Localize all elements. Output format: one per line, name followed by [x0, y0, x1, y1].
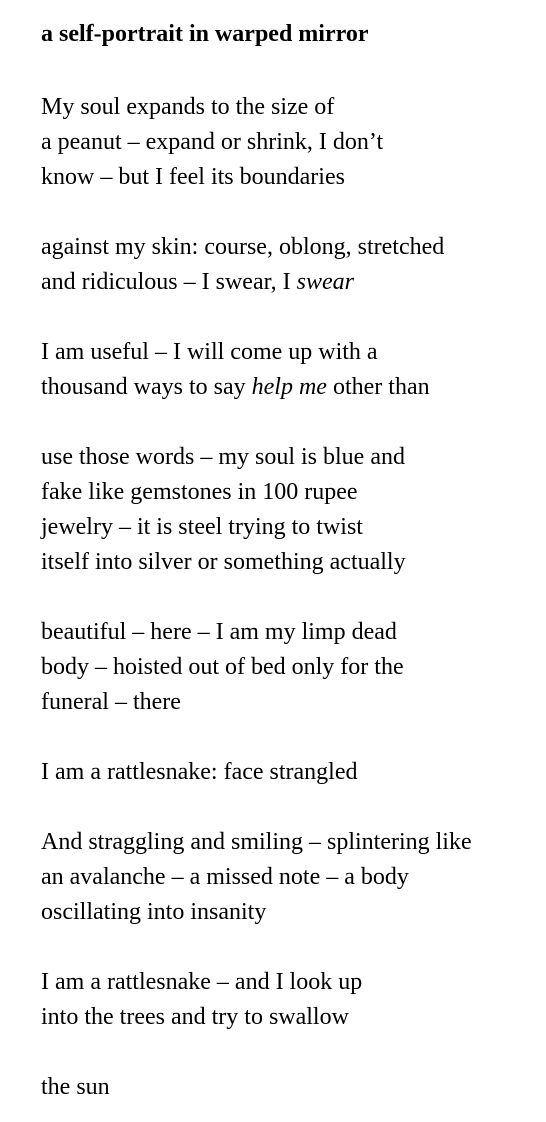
poem-line [41, 230, 546, 265]
poem-line [41, 265, 546, 300]
poem-line-segment: and ridiculous – I swear, I [41, 269, 297, 295]
poem-line-segment: know – but I feel its boundaries [41, 164, 345, 190]
poem-line [41, 1070, 546, 1105]
poem-line [41, 685, 546, 720]
poem-line-segment: itself into silver or something actually [41, 549, 406, 575]
poem-line [41, 860, 546, 895]
poem-stanza [41, 1070, 546, 1105]
poem-line-segment: into the trees and try to swallow [41, 1004, 349, 1030]
poem-line-segment: an avalanche – a missed note – a body [41, 864, 409, 890]
poem-line-segment: other than [326, 374, 430, 400]
poem-stanza [41, 335, 546, 405]
poem-line [41, 1000, 546, 1035]
poem-line [41, 825, 546, 860]
poem-line [41, 370, 546, 405]
poem-stanza [41, 90, 546, 195]
poem-stanza [41, 440, 546, 580]
poem-line-segment: use those words – my soul is blue and [41, 444, 405, 470]
poem-line [41, 90, 546, 125]
poem-line-italic-segment: swear [296, 269, 354, 295]
poem-line-segment: oscillating into insanity [41, 899, 267, 925]
poem-line [41, 125, 546, 160]
poem-line-segment: the sun [41, 1074, 110, 1100]
poem-line [41, 965, 546, 1000]
poem-line-segment: against my skin: course, oblong, stretched [41, 234, 445, 260]
poem-line [41, 895, 546, 930]
poem-line-segment: I am useful – I will come up with a [41, 339, 378, 365]
poem-stanza [41, 965, 546, 1035]
poem-line-segment: thousand ways to say [41, 374, 252, 400]
poem-stanza [41, 825, 546, 930]
poem-line-segment: jewelry – it is steel trying to twist [41, 514, 363, 540]
poem-line [41, 615, 546, 650]
poem-line-segment: beautiful – here – I am my limp dead [41, 619, 397, 645]
poem-line-segment: a peanut – expand or shrink, I don’t [41, 129, 384, 155]
poem-stanza [41, 230, 546, 300]
poem-line [41, 475, 546, 510]
poem-line [41, 335, 546, 370]
poem-line [41, 440, 546, 475]
poem-line [41, 650, 546, 685]
poem-line-segment: funeral – there [41, 689, 181, 715]
poem-line [41, 160, 546, 195]
poem-line-segment: I am a rattlesnake – and I look up [41, 969, 363, 995]
poem-stanza [41, 615, 546, 720]
poem-line-segment: And straggling and smiling – splintering like [41, 829, 472, 855]
poem-line-segment: body – hoisted out of bed only for the [41, 654, 404, 680]
poem-line-segment: I am a rattlesnake: face strangled [41, 759, 358, 785]
poem-body [41, 90, 546, 1105]
poem-title: a self-portrait in warped mirror [41, 21, 369, 47]
poem-line [41, 510, 546, 545]
poem-line-segment: fake like gemstones in 100 rupee [41, 479, 358, 505]
poem-stanza [41, 755, 546, 790]
poem-line-segment: My soul expands to the size of [41, 94, 335, 120]
poem-line [41, 545, 546, 580]
poem-line [41, 755, 546, 790]
poem-line-italic-segment: help me [251, 374, 327, 400]
